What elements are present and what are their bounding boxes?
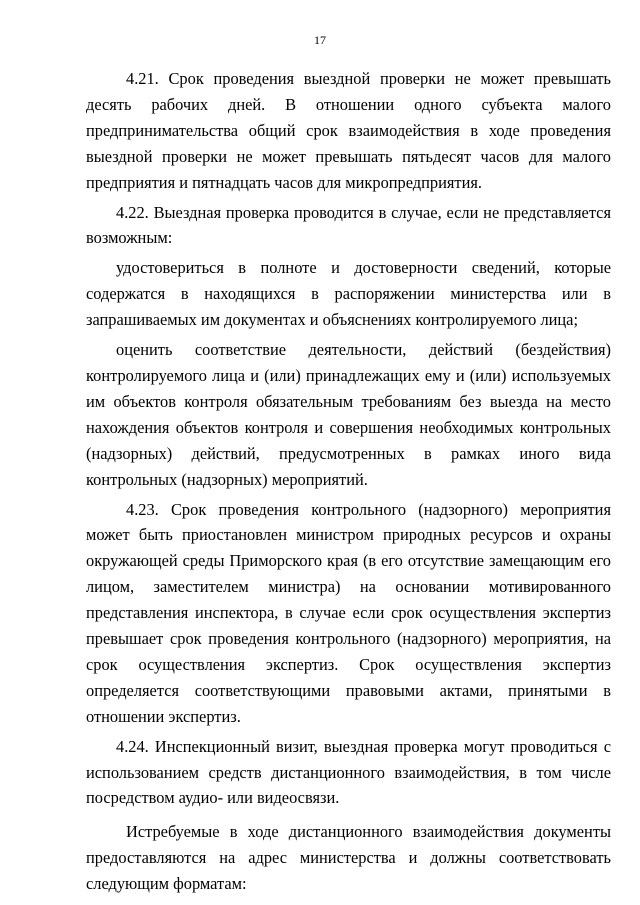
paragraph-4-22-item-1: удостовериться в полноте и достоверности сведений, которые содержатся в находящихся в распоряжении министерства или в запрашиваемых им документах и объяснениях контролируемого лица; — [86, 258, 611, 330]
paragraph-4-22-item-2: оценить соответствие деятельности, действий (бездействия) контролируемого лица и (или) принадлежащих ему и (или) используемых им объектов контроля обязательным требованиям без выезда на место нахождения объектов контроля и совершения необходимых контрольных (надзорных) действий, предусмотренных в рамках иного вида контрольных (надзорных) мероприятий. — [86, 340, 611, 489]
paragraph-documents-formats: Истребуемые в ходе дистанционного взаимодействия документы предоставляются на адрес министерства и должны соответствовать следующим форматам: — [86, 822, 611, 894]
document-body — [86, 66, 611, 897]
page-number: 17 — [314, 33, 326, 47]
paragraph-4-24: 4.24. Инспекционный визит, выездная проверка могут проводиться с использованием средств дистанционного взаимодействия, в том числе посредством аудио- или видеосвязи. — [86, 736, 611, 808]
paragraph-4-21: 4.21. Срок проведения выездной проверки не может превышать десять рабочих дней. В отношении одного субъекта малого предпринимательства общий срок взаимодействия в ходе проведения выездной проверки не может превышать пятьдесят часов для малого предприятия и пятнадцать часов для микропредприятия. — [86, 69, 611, 192]
paragraph-4-23: 4.23. Срок проведения контрольного (надзорного) мероприятия может быть приостановлен министром природных ресурсов и охраны окружающей среды Приморского края (в его отсутствие замещающим его лицом, заместителем министра) на основании мотивированного представления инспектора, в случае если срок осуществления экспертиз превышает срок проведения контрольного (надзорного) мероприятия, на срок осуществления экспертиз. Срок осуществления экспертиз определяется соответствующими правовыми актами, принятыми в отношении экспертиз. — [86, 499, 611, 726]
paragraph-4-22: 4.22. Выездная проверка проводится в случае, если не представляется возможным: — [86, 202, 611, 248]
